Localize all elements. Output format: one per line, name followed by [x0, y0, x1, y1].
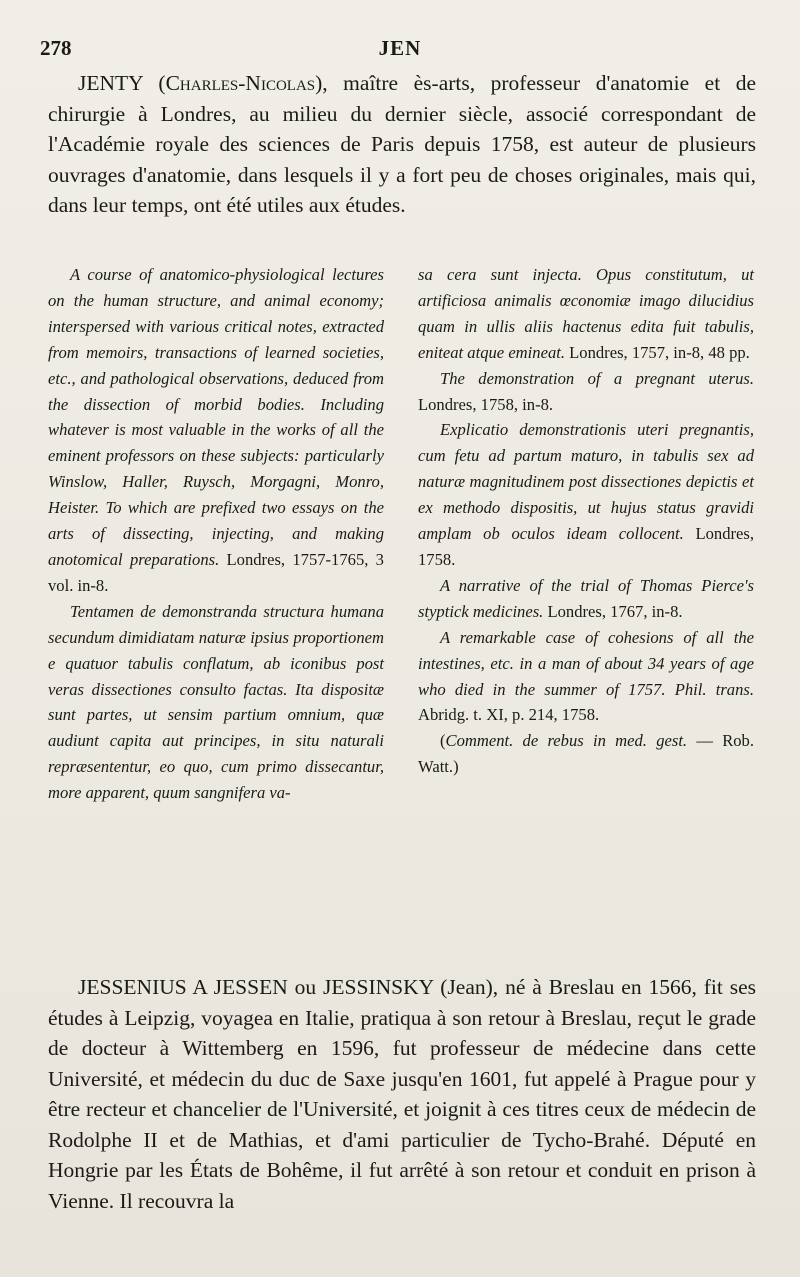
source-note: [418, 728, 754, 780]
entry-jessenius: [48, 972, 756, 1216]
entry-text: , né à Breslau en 1566, fit ses études à Leipzig, voyagea en Italie, pratiqua à son retour à Breslau, reçut le grade de docteur à Wittemberg en 1596, fut professeur de médecine dans cette Université, et médecin du duc de Saxe jusqu'en 1601, fut appelé à Prague pour y être recteur et chancelier de l'Université, et joignit à ces titres ceux de médecin de Rodolphe II et de Mathias, et d'ami particulier de Tycho-Brahé. Député en Hongrie par les États de Bohême, il fut arrêté à son retour et conduit en prison à Vienne. Il recouvra la: [48, 975, 757, 1213]
column-divider: [402, 266, 403, 946]
works-list: [48, 262, 756, 952]
work-imprint: Londres, 1767, in-8.: [543, 601, 683, 621]
entry-jenty: [48, 68, 756, 221]
page-header: [40, 36, 760, 66]
work-imprint: Londres, 1757-1765, 3 vol. in-8.: [48, 549, 384, 595]
work-title: Tentamen de demonstranda structura humana secundum dimidiatam naturæ ipsius proportionem e quatuor tabulis conflatum, ab iconibus post veras dissectiones consulto factas. Ita dispositæ sunt partes, ut sensim partium omnium, quæ audiunt capita aut principes, in situ naturali repræsententur, eo quo, cum primo dissecantur, more apparent, quum sangnifera va-: [48, 601, 384, 803]
work-item: [418, 573, 754, 625]
work-title: A remarkable case of cohesions of all the intestines, etc. in a man of about 34 years of age who died in the summer of 1757.: [418, 627, 754, 699]
source-close: — Rob. Watt.): [418, 731, 754, 777]
works-column-right: [418, 262, 754, 780]
work-item: [418, 366, 754, 418]
work-title: sa cera sunt injecta. Opus constitutum, ut artificiosa animalis œconomiæ imago dilucidius quam in ullis aliis hactenus edita fuit tabulis, eniteat atque emineat.: [418, 265, 754, 362]
page-number: 278: [40, 36, 72, 60]
work-imprint: Londres, 1757, in-8, 48 pp.: [565, 342, 750, 362]
work-imprint: Londres, 1758.: [418, 524, 754, 569]
entry-name: JESSENIUS A JESSEN ou JESSINSKY: [78, 975, 434, 999]
works-column-left: [48, 262, 384, 806]
entry-name: JENTY: [78, 71, 143, 95]
source-comment: Comment. de rebus in med. gest.: [445, 731, 688, 751]
work-title: A narrative of the trial of Thomas Pierce's styptick medicines.: [418, 575, 754, 621]
entry-forename: (Jean): [440, 975, 493, 999]
work-item: [48, 599, 384, 806]
work-journal: Phil. trans.: [665, 679, 754, 699]
work-item-continued: [418, 262, 754, 366]
entry-paragraph: [48, 68, 756, 221]
work-item: [418, 625, 754, 729]
work-imprint: Londres, 1758, in-8.: [418, 394, 554, 414]
source-open: (: [440, 731, 446, 751]
work-title: Explicatio demonstrationis uteri pregnantis, cum fetu ad partum maturo, in tabulis sex ad naturæ magnitudinem post dissectiones depictis et ex methodo dispositis, ut hujus status gravidi amplam ob oculos ideam collocent.: [418, 420, 754, 544]
work-item: [48, 262, 384, 599]
work-item: [418, 417, 754, 572]
entry-paragraph: [48, 972, 756, 1216]
work-title: A course of anatomico-physiological lectures on the human structure, and animal economy; interspersed with various critical notes, extracted from memoirs, transactions of learned societies, etc., and pathological observations, deduced from the dissection of morbid bodies. Including whatever is most valuable in the works of all the eminent professors on these subjects: particularly Winslow, Haller, Ruysch, Morgagni, Monro, Heister. To which are prefixed two essays on the arts of dissecting, injecting, and making anotomical preparations.: [48, 265, 384, 569]
entry-forename: (Charles-Nicolas): [158, 71, 323, 95]
work-title: The demonstration of a pregnant uterus.: [440, 368, 754, 388]
entry-text: , maître ès-arts, professeur d'anatomie et de chirurgie à Londres, au milieu du dernier siècle, associé correspondant de l'Académie royale des sciences de Paris depuis 1758, est auteur de plusieurs ouvrages d'anatomie, dans lesquels il y a fort peu de choses originales, mais qui, dans leur temps, ont été utiles aux études.: [48, 71, 756, 217]
running-head: JEN: [378, 36, 422, 60]
work-imprint: Abridg. t. XI, p. 214, 1758.: [418, 705, 600, 725]
